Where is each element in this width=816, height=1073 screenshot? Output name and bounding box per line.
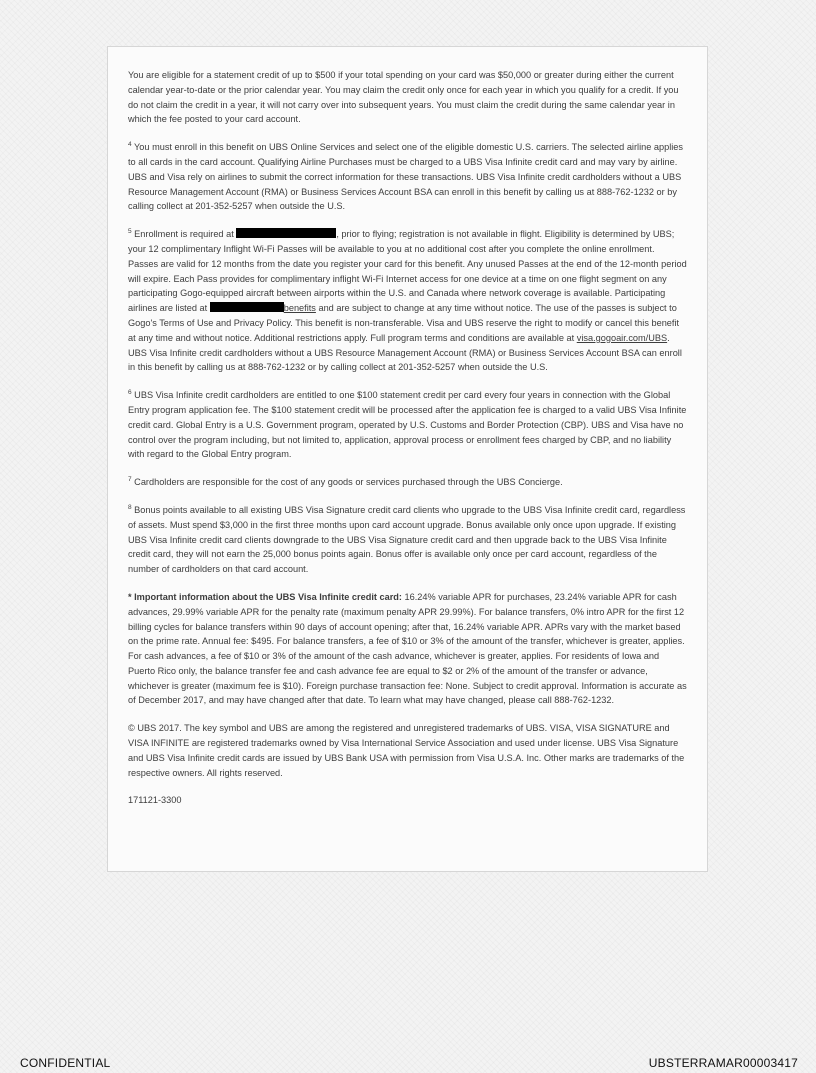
important-information bbox=[128, 590, 687, 708]
footnote-7-text: Cardholders are responsible for the cost of any goods or services purchased through the UBS Concierge. bbox=[131, 477, 563, 488]
benefits-link[interactable]: benefits bbox=[283, 303, 316, 314]
document-code: 171121-3300 bbox=[128, 795, 182, 806]
copyright-notice: © UBS 2017. The key symbol and UBS are among the registered and unregistered trademarks of UBS. VISA, VISA SIGNATURE and VISA INFINITE are registered trademarks owned by Visa International Service Association and used under license. UBS Visa Signature and UBS Visa Infinite credit cards are issued by UBS Bank USA with permission from Visa U.S.A. Inc. Other marks are trademarks of the respective owners. All rights reserved. bbox=[128, 723, 685, 778]
redaction-block bbox=[210, 302, 284, 312]
redaction-block bbox=[236, 228, 336, 238]
footnote-4-text: You must enroll in this benefit on UBS Online Services and select one of the eligible domestic U.S. carriers. The selected airline applies to all cards in the card account. Qualifying Airline Purchases must be charged to a UBS Visa Infinite credit card and may vary by airline. UBS and Visa rely on airlines to submit the correct information for these transactions. UBS Visa Infinite credit cardholders without a UBS Resource Management Account (RMA) or Business Services Account BSA can enroll in this benefit by calling us at 888-762-1232 or by calling collect at 201-352-5257 when outside the U.S. bbox=[128, 142, 683, 212]
footnote-marker: 7 bbox=[128, 476, 132, 484]
footnote-6 bbox=[128, 388, 687, 462]
confidential-label: CONFIDENTIAL bbox=[20, 1056, 111, 1070]
footnote-marker: 4 bbox=[128, 141, 132, 149]
bates-number: UBSTERRAMAR00003417 bbox=[648, 1056, 798, 1070]
footnote-8 bbox=[128, 503, 687, 577]
important-heading: * Important information about the UBS Visa Infinite credit card: bbox=[128, 591, 402, 602]
footnote-5-text-a: Enrollment is required at bbox=[131, 229, 237, 240]
footnote-marker: 6 bbox=[128, 389, 132, 397]
footnote-8-text: Bonus points available to all existing UBS Visa Signature credit card clients who upgrade to the UBS Visa Infinite credit card, regardless of assets. Must spend $3,000 in the first three months upon card account upgrade. Bonus available only once upon upgrade. If existing UBS Visa Infinite credit card clients downgrade to the UBS Visa Signature credit card and then upgrade back to the UBS Visa Infinite credit card, they will not earn the 25,000 bonus points again. Bonus offer is available only once per card account, regardless of the number of cardholders on that card account. bbox=[128, 504, 686, 575]
footnote-5-text-b: , prior to flying; registration is not available in flight. Eligibility is determined by UBS; your 12 complimentary Inflight Wi-Fi Passes will be available to you at no additional cost after you complete the online enrollment. Passes are valid for 12 months from the date you register your card for this benefit. Any unused Passes at the end of the 12-month period will expire. Each Pass provides for complimentary inflight Wi-Fi Internet access for one device at a time on one flight segment on any participating Gogo-equipped aircraft between airports within the U.S. and Canada where network coverage is available. Participating airlines are listed at bbox=[128, 229, 687, 314]
footnote-4 bbox=[128, 140, 687, 214]
gogo-terms-link[interactable]: visa.gogoair.com/UBS bbox=[576, 332, 668, 343]
paragraph-statement-credit: You are eligible for a statement credit of up to $500 if your total spending on your card was $50,000 or greater during either the current calendar year-to-date or the prior calendar year. You may claim the credit only once for each year in which you qualify for a credit. If you do not claim the credit in a year, it will not carry over into subsequent years. You must claim the credit during the same calendar year in which the fee posted to your card account. bbox=[128, 70, 679, 125]
footnote-5-text-c: and are subject to change at any time without notice. The use of the passes is subject to Gogo's Terms of Use and Privacy Policy. This benefit is non-transferable. Visa and UBS reserve the right to modify or cancel this benefit at any time and without notice. Additional restrictions apply. Full program terms and conditions are available at bbox=[128, 303, 680, 343]
footnote-5 bbox=[128, 227, 687, 375]
footnote-marker: 8 bbox=[128, 503, 132, 511]
footnote-7 bbox=[128, 475, 687, 490]
footnote-5-text-d: . UBS Visa Infinite credit cardholders without a UBS Resource Management Account (RMA) or Business Services Account BSA can enroll in this benefit by calling us at 888-762-1232 or by calling collect at 201-352-5257 when outside the U.S. bbox=[128, 332, 682, 373]
footnote-6-text: UBS Visa Infinite credit cardholders are entitled to one $100 statement credit per card every four years in connection with the Global Entry program application fee. The $100 statement credit will be processed after the application fee is charged to a valid UBS Visa Infinite credit card. Global Entry is a U.S. Government program, operated by U.S. Customs and Border Protection (CBP). UBS and Visa have no control over the program including, but not limited to, application, approval process or enrollment fees charged by CBP, and no liability with regard to the Global Entry program. bbox=[128, 390, 687, 460]
document-panel bbox=[107, 46, 708, 872]
footnote-marker: 5 bbox=[128, 228, 132, 236]
important-text: 16.24% variable APR for purchases, 23.24% variable APR for cash advances, 29.99% variable APR for the penalty rate (maximum penalty APR 29.99%). For balance transfers, 0% intro APR for the first 12 billing cycles for balance transfers within 90 days of account opening; after that, 16.24% variable APR. APRs vary with the market based on the prime rate. Annual fee: $495. For balance transfers, a fee of $10 or 3% of the amount of the transfer, whichever is greater, applies. For cash advances, a fee of $10 or 3% of the amount of the cash advance, whichever is greater, applies. For residents of Iowa and Puerto Rico only, the balance transfer fee and cash advance fee are equal to $2 or 2% of the amount of the transfer or advance, whichever is greater (maximum fee is $10). Foreign purchase transaction fee: None. Subject to credit approval. Information is accurate as of December 2017, and may have changed after that date. To learn what may have changed, please call 888-762-1232. bbox=[128, 591, 687, 706]
